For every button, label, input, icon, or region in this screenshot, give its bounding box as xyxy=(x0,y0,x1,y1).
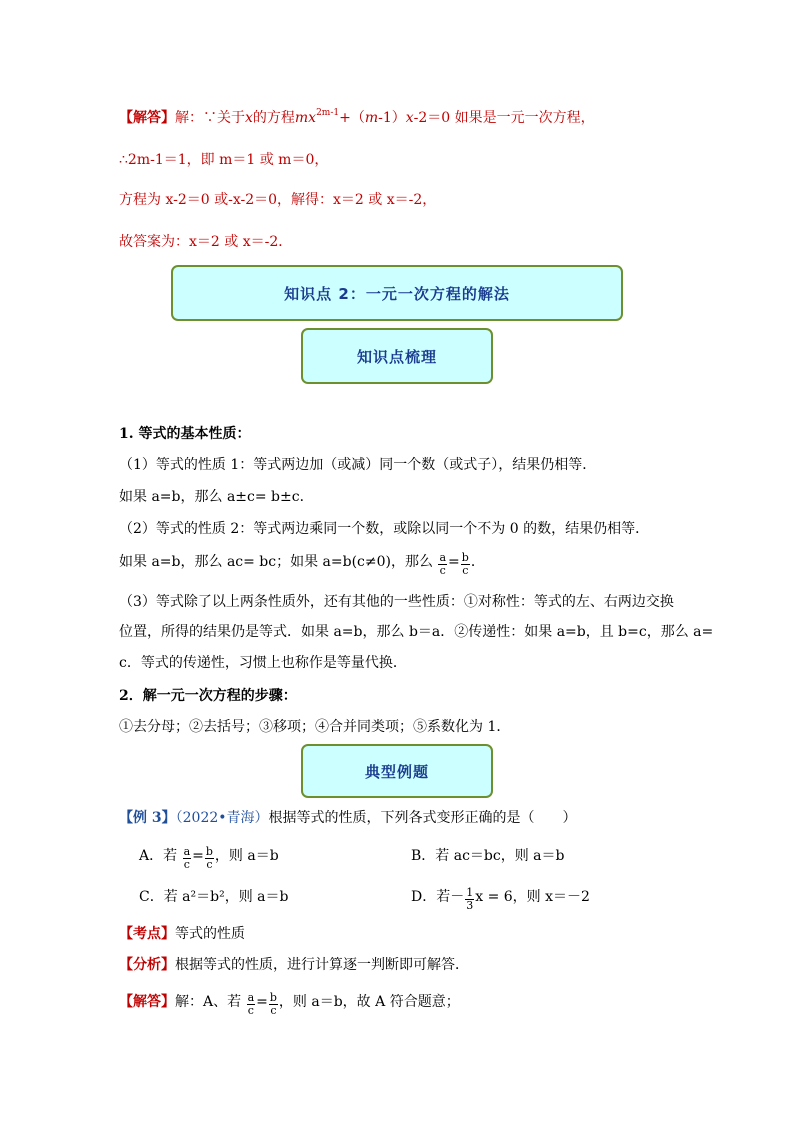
denominator: 3 xyxy=(466,899,474,912)
var: m xyxy=(364,110,379,126)
section-heading-1: 1. 等式的基本性质： xyxy=(119,426,251,442)
solution-line-2: ∴2m-1＝1，即 m＝1 或 m＝0， xyxy=(119,152,329,168)
text: 如果 a=b，那么 ac= bc；如果 a=b(c≠0)，那么 xyxy=(119,554,434,570)
fraction xyxy=(183,846,192,871)
numerator: b xyxy=(205,845,213,858)
fraction xyxy=(269,992,278,1017)
text: ，则 a＝b xyxy=(214,848,279,864)
numerator: b xyxy=(461,551,469,564)
knowledge-summary-box: 知识点梳理 xyxy=(301,328,493,384)
option-c: C．若 a²＝b²，则 a＝b xyxy=(139,889,289,905)
text: ，则 a＝b，故 A 符合题意； xyxy=(278,994,460,1010)
numerator: a xyxy=(183,845,191,858)
solution-line-1 xyxy=(119,108,595,128)
property-3-line-1: （3）等式除了以上两条性质外，还有其他的一些性质：①对称性：等式的左、右两边交换 xyxy=(119,594,674,610)
var: mx xyxy=(294,110,317,126)
solving-steps: ①去分母；②去括号；③移项；④合并同类项；⑤系数化为 1． xyxy=(119,719,511,735)
property-2: （2）等式的性质 2：等式两边乘同一个数，或除以同一个不为 0 的数，结果仍相等． xyxy=(119,521,650,537)
key-point-text: 等式的性质 xyxy=(175,926,245,942)
denominator: c xyxy=(270,1004,277,1017)
fraction xyxy=(247,992,256,1017)
option-d xyxy=(411,887,590,912)
fraction xyxy=(205,846,214,871)
key-point-tag: 【考点】 xyxy=(119,926,175,942)
text: +（ xyxy=(339,110,365,126)
text: 解：A、若 xyxy=(175,994,242,1010)
section-title-box: 知识点 2：一元一次方程的解法 xyxy=(171,265,623,321)
text: -2＝0 如果是一元一次方程， xyxy=(413,110,595,126)
numerator: a xyxy=(247,991,255,1004)
numerator: 1 xyxy=(466,886,474,899)
denominator: c xyxy=(183,858,190,871)
var: x xyxy=(245,110,253,126)
denominator: c xyxy=(439,564,446,577)
example-source: （2022•青海） xyxy=(175,810,269,826)
section-heading-2: 2．解一元一次方程的步骤： xyxy=(119,688,297,704)
property-2-example: 如果 a=b，那么 ac= bc；如果 a=b(c≠0)，那么 $\frac{a}{c}$ = $\frac{b}{c}$ ． xyxy=(119,551,485,577)
text: A．若 xyxy=(139,848,178,864)
solution-tag: 【解答】 xyxy=(119,994,175,1010)
exponent: 2m-1 xyxy=(316,108,340,118)
text: 的方程 xyxy=(252,110,295,126)
property-3-line-3: c．等式的传递性，习惯上也称作是等量代换． xyxy=(119,655,407,671)
property-1-example: 如果 a=b，那么 a±c= b±c． xyxy=(119,489,314,505)
fraction-a-over-c xyxy=(438,552,447,577)
example-question xyxy=(119,808,577,828)
solution-line-3: 方程为 x-2＝0 或-x-2＝0，解得：x＝2 或 x＝-2， xyxy=(119,192,437,208)
option-b: B．若 ac＝bc，则 a＝b xyxy=(411,848,565,864)
question-text: 根据等式的性质，下列各式变形正确的是（ ） xyxy=(268,810,577,826)
numerator: b xyxy=(269,991,277,1004)
numerator: a xyxy=(439,551,447,564)
solution-line: 【解答】解：A、若 $\frac{a}{c}$ = $\frac{b}{c}$ ，则 a＝b，故 A 符合题意； xyxy=(119,991,460,1017)
text: D．若－ xyxy=(411,889,465,905)
var: x xyxy=(405,110,414,126)
key-point-line xyxy=(119,924,245,944)
property-3-line-2: 位置，所得的结果仍是等式．如果 a=b，那么 b＝a．②传递性：如果 a=b，且 b=c，那么 a= xyxy=(119,624,714,640)
property-1: （1）等式的性质 1：等式两边加（或减）同一个数（或式子），结果仍相等． xyxy=(119,457,597,473)
analysis-tag: 【分析】 xyxy=(119,957,175,973)
fraction-b-over-c xyxy=(461,552,470,577)
example-tag: 【例 3】 xyxy=(119,810,176,826)
denominator: c xyxy=(206,858,213,871)
answer-tag: 【解答】 xyxy=(119,110,175,126)
text: x = 6，则 x＝－2 xyxy=(475,889,590,905)
text: 解：∵关于 xyxy=(175,110,245,126)
fraction-one-third xyxy=(465,887,474,912)
denominator: c xyxy=(462,564,469,577)
analysis-line xyxy=(119,955,469,975)
typical-examples-box: 典型例题 xyxy=(301,744,493,798)
option-a: A．若 $\frac{a}{c}$ = $\frac{b}{c}$ ，则 a＝b xyxy=(139,845,279,871)
analysis-text: 根据等式的性质，进行计算逐一判断即可解答． xyxy=(175,957,469,973)
denominator: c xyxy=(247,1004,254,1017)
solution-line-4: 故答案为：x＝2 或 x＝-2． xyxy=(119,234,293,250)
text: -1） xyxy=(378,110,406,126)
